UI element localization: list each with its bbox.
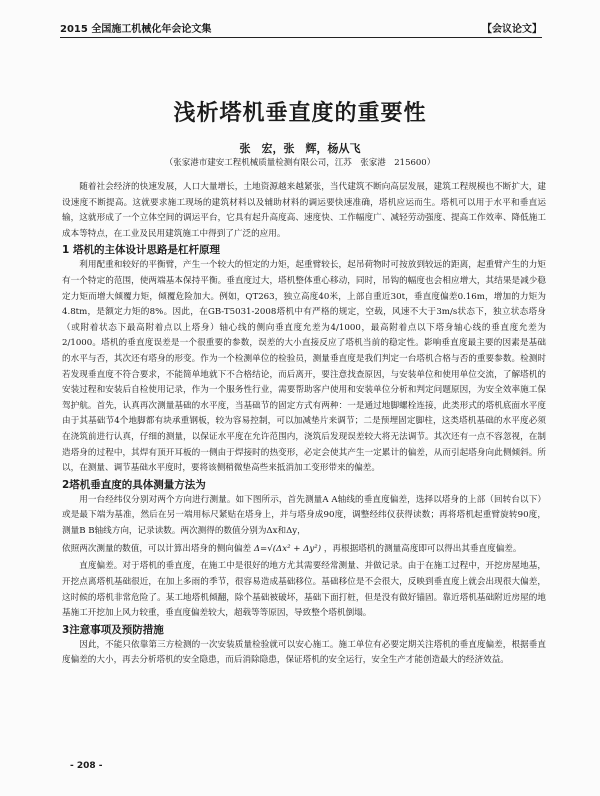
- affiliation: （张家港市建安工程机械质量检测有限公司，江苏 张家港 215600）: [164, 158, 436, 168]
- authors: 张 宏，张 辉，杨从飞: [239, 142, 361, 155]
- formula-lead-text: 依照两次测量的数值，可以计算出塔身的侧向偏差: [62, 544, 252, 555]
- section-3-heading: 3注意事项及预防措施: [62, 623, 164, 636]
- section-1-heading: 1 塔机的主体设计思路是杠杆原理: [62, 244, 220, 257]
- formula-trail-text: ，再根据塔机的测量高度即可以得出其垂直度偏差。: [323, 544, 522, 555]
- section-2-heading: 2塔机垂直度的具体测量方法为: [62, 478, 206, 491]
- intro-paragraph: 随着社会经济的快速发展，人口大量增长，土地资源越来越紧张，当代建筑不断向高层发展，建筑工程规模也不断扩大，建设速度不断提高。这就要求施工现场的建筑材料以及辅助材料的调运要快速准确，塔机应运而生。塔机可以用于水平和垂直运输，这就形成了一个立体空间的调运平台，它具有起升高度高、速度快、工作幅度广、减轻劳动强度、提高工作效率、降低施工成本等特点，在工业及民用建筑施工中得到了广泛的应用。: [62, 182, 546, 239]
- paper-body: [62, 180, 546, 669]
- lateral-deviation-formula: Δ=√(Δx² + Δy²): [253, 544, 322, 555]
- header-section-tag: 【会议论文】: [482, 24, 542, 35]
- running-header: [60, 20, 542, 36]
- header-rule: [60, 37, 542, 38]
- section-2-paragraph: 用一台经纬仪分别对两个方向进行测量。如下图所示，首先测量A A轴线的垂直度偏差，选择以塔身的上部（回转台以下）或是最下端为基准，然后在另一端用标尺紧贴在塔身上，并与塔身成90度，调整经纬仪获得读数；再将塔机起重臂旋转90度，测量B B轴线方向，记录读数。两次测得的数值分别为Δx和Δy，: [62, 494, 546, 536]
- page-number: - 208 -: [70, 761, 103, 771]
- section-2-paragraph-after: 直度偏差。对于塔机的垂直度，在施工中是很好的地方尤其需要经常测量、并做记录。由于在施工过程中，开挖房屋地基，开挖点离塔机基础很近，在加上多雨的季节，很容易造成基础移位。基础移位是不会很大，反映到垂直度上就会出现很大偏差，这时候的塔机非常危险了。某工地塔机倾翻，除个基础被破坏，基础下面打桩，但是没有做好锚固。靠近塔机基础附近房屋的地基施工开挖加上风力较重，垂直度偏差较大，超载等等原因，导致整个塔机倒塌。: [62, 561, 546, 619]
- header-proceedings: 2015 全国施工机械化年会论文集: [60, 24, 212, 35]
- formula-line: [62, 539, 546, 559]
- section-3-paragraph: 因此，不能只依靠第三方检测的一次安装质量检验就可以安心施工。施工单位有必要定期关注塔机的垂直度偏差，根据垂直度偏差的大小，再去分析塔机的安全隐患，而后消除隐患，保证塔机的安全运行，安全生产才能创造最大的经济效益。: [62, 639, 546, 666]
- paper-title: 浅析塔机垂直度的重要性: [173, 101, 427, 126]
- section-1-paragraph: 利用配重和较好的平衡臂，产生一个较大的恒定的力矩，起重臂较长，起吊荷物时可按放到较远的距离，起重臂产生的力矩有一个特定的范围，使两端基本保持平衡。垂直度过大，塔机整体重心移动，同时，吊钩的幅度也会相应增大，其结果是减少稳定力矩而增大倾覆力矩，倾覆危险加大。例如，QT263，独立高度40米，上部自重近30t，垂直度偏差0.16m，增加的力矩为4.8tm，是额定力矩的8%。因此，在GB-T5031-2008塔机中有严格的规定，空载，风速不大于3m/s状态下，独立状态塔身（或附着状态下最高附着点以上塔身）轴心线的侧向垂直度允差为4/1000，最高附着点以下塔身轴心线的垂直度允差为2/1000。塔机的垂直度误差是一个很重要的参数，误差的大小直接反应了塔机当前的稳定性。影响垂直度最主要的因素是基础的水平与否，其次还有塔身的形变。作为一个检测单位的检验员，测量垂直度是我们判定一台塔机合格与否的重要参数。检测时若发现垂直度不符合要求，不能简单地就下不合格结论，而后离开，要注意找查原因，与安装单位和使用单位交流，了解塔机的安装过程和安装后自检使用记录，作为一个服务性行业，需要帮助客户使用和安装单位分析和判定问题原因，为安全效率施工保驾护航。首先，认真再次测量基础的水平度，当基础节的固定方式有两种：一是通过地脚螺栓连接，此类形式的塔机底面水平度由于其基础节4个地脚都有块承重钢板，较为容易控制，可以加减垫片来调节；二是预埋固定脚柱，这类塔机基础的水平度必须在浇筑前进行认真，仔细的测量，以保证水平度在允许范围内，浇筑后发现误差较大将无法调节。其次还有一点不容忽视，在制造塔身的过程中，其焊有顶开耳板的一侧由于焊接时的热变形，必定会使其产生一定累计的偏差，从而引起塔身向此侧倾斜。所以，在测量、调节基础水平度时，要将该侧稍微垫高些来抵消加工变形带来的偏差。: [62, 260, 546, 474]
